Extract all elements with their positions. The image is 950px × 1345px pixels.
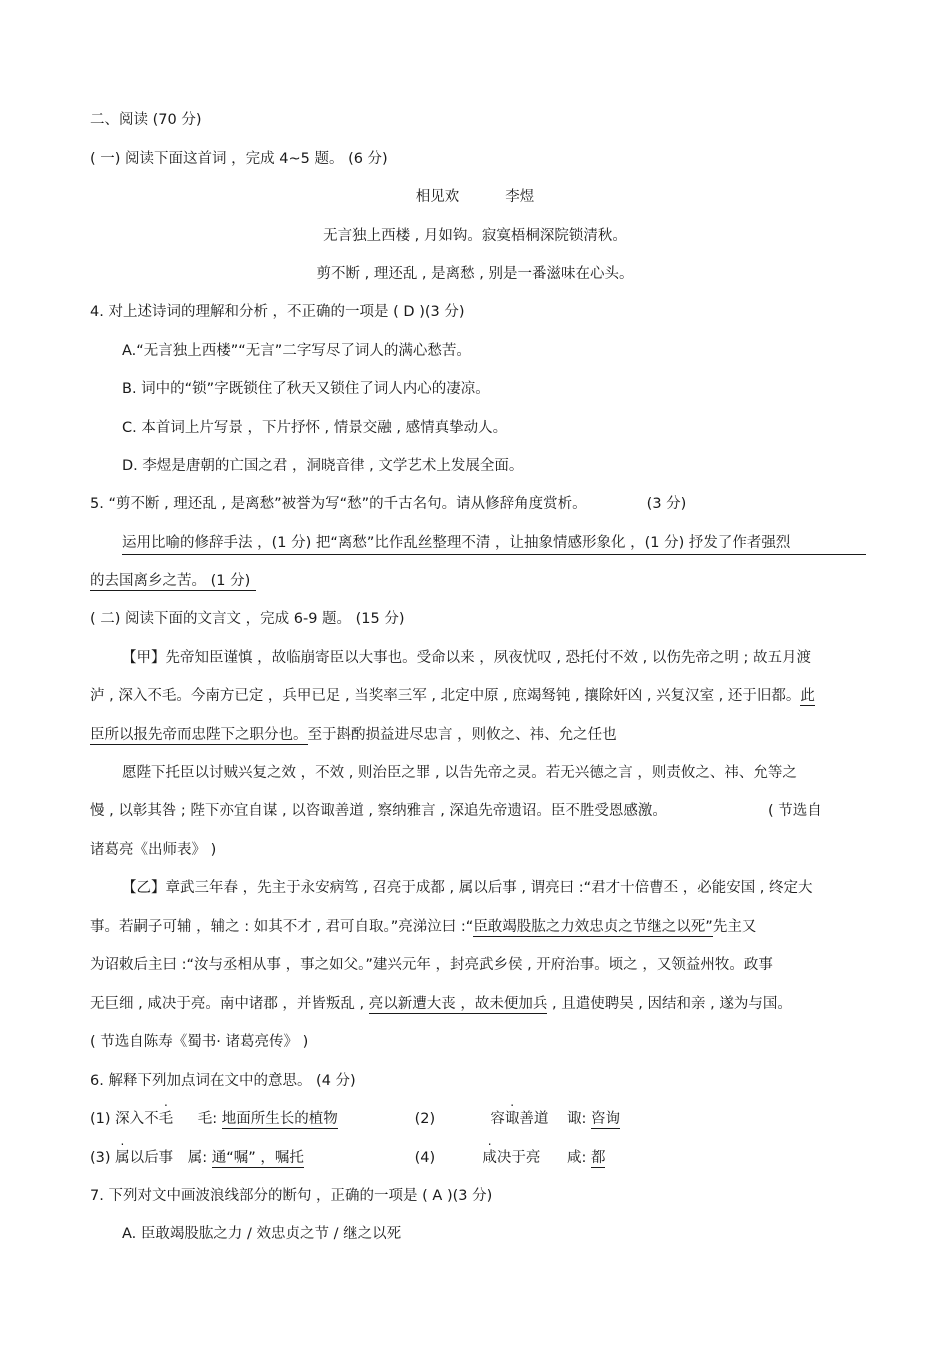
q6-item-2-key: 诹 bbox=[504, 1111, 520, 1127]
q5-stem bbox=[90, 494, 686, 514]
q6-item-3-answer: 通“嘱” ，嘱托 bbox=[211, 1150, 304, 1166]
yi-line-2-tail: 先主又 bbox=[712, 919, 757, 935]
q6-item-2-answer: 咨询 bbox=[590, 1111, 620, 1127]
jia-line-3-text: 至于斟酌损益进尽忠言 ，则攸之、祎、允之任也 bbox=[307, 727, 617, 743]
yi-line-4 bbox=[90, 994, 792, 1014]
q5-answer-text-1: 运用比喻的修辞手法 ，(1 分) 把“离愁”比作乱丝整理不清 ，让抽象情感形象化 ，(1 分) 抒发了作者强烈 bbox=[122, 533, 866, 555]
jia-line-1: 【甲】先帝知臣谨慎 ，故临崩寄臣以大事也。受命以来 ，夙夜忧叹 , 恐托付不效 , 以伤先帝之明 ; 故五月渡 bbox=[122, 650, 811, 666]
q6-item-1-answer: 地面所生长的植物 bbox=[221, 1111, 338, 1127]
q6-item-3-key: 属 bbox=[115, 1150, 130, 1166]
yi-line-4-text: 无巨细 , 咸决于亮。南中诸郡 ，并皆叛乱 , bbox=[90, 996, 369, 1012]
section-title: 二、阅读 (70 分) bbox=[90, 112, 202, 128]
q4-option-a: A.“无言独上西楼”“无言”二字写尽了词人的满心愁苦。 bbox=[122, 343, 471, 359]
poem-heading bbox=[0, 187, 950, 207]
yi-source: ( 节选自陈寿《蜀书· 诸葛亮传》 ) bbox=[90, 1034, 309, 1050]
q5-question: 5. “剪不断 , 理还乱 , 是离愁”被誉为写“愁”的千古名句。请从修辞角度赏析。 bbox=[90, 496, 587, 512]
yi-line-4-tail: , 且遣使聘吴 , 因结和亲 , 遂为与国。 bbox=[547, 996, 792, 1012]
q5-answer-line-1 bbox=[122, 533, 866, 561]
jia-line-4: 愿陛下托臣以讨贼兴复之效 ，不效 , 则治臣之罪 , 以告先帝之灵。若无兴德之言 ，则责攸之、祎、允等之 bbox=[122, 765, 797, 781]
q6-item-3: (3) 属以后事 属: 通“嘱” ，嘱托 bbox=[90, 1150, 304, 1166]
yi-underlined-phrase: 亮以新遭大丧 ，故未便加兵 bbox=[368, 996, 548, 1012]
jia-line-3 bbox=[90, 725, 617, 745]
q6-row-2 bbox=[90, 1148, 605, 1168]
jia-line-6: 诸葛亮《出师表》 ) bbox=[90, 842, 217, 858]
q6-item-4-key: 咸 bbox=[482, 1150, 497, 1166]
part2-intro: ( 二) 阅读下面的文言文 ，完成 6-9 题。 (15 分) bbox=[90, 611, 405, 627]
jia-underlined-end: 臣所以报先帝而忠陛下之职分也。 bbox=[90, 727, 308, 743]
jia-line-2 bbox=[90, 686, 815, 706]
q6-item-2: (2) 容诹善道 诹: 咨询 bbox=[414, 1111, 620, 1127]
q5-score: (3 分) bbox=[646, 496, 687, 512]
yi-line-2 bbox=[90, 917, 756, 937]
q6-row-1 bbox=[90, 1109, 620, 1129]
q5-answer-line-2 bbox=[90, 571, 256, 591]
jia-underlined-start: 此 bbox=[800, 688, 815, 704]
part1-intro: ( 一) 阅读下面这首词 ，完成 4~5 题。 (6 分) bbox=[90, 151, 388, 167]
poem-title: 相见欢 bbox=[415, 189, 460, 205]
jia-line-5 bbox=[90, 801, 667, 821]
yi-line-1: 【乙】章武三年春 ，先主于永安病笃 , 召亮于成都 , 属以后事 , 谓亮曰 :“君才十倍曹丕 ，必能安国 , 终定大 bbox=[122, 880, 813, 896]
q5-answer-text-2: 的去国离乡之苦。 (1 分) bbox=[90, 573, 256, 591]
yi-wavy-underline-phrase: 臣敢竭股肱之力效忠贞之节继之以死” bbox=[473, 919, 713, 935]
q6-item-4-answer: 都 bbox=[590, 1150, 606, 1166]
q4-stem: 4. 对上述诗词的理解和分析 ，不正确的一项是 ( D )(3 分) bbox=[90, 304, 465, 320]
q4-option-d: D. 李煜是唐朝的亡国之君 ，洞晓音律 , 文学艺术上发展全面。 bbox=[122, 458, 524, 474]
poem-line-2: 剪不断 , 理还乱 , 是离愁 , 别是一番滋味在心头。 bbox=[316, 266, 634, 282]
poem-author: 李煜 bbox=[505, 189, 535, 205]
q6-item-1: (1) 深入不毛 毛: 地面所生长的植物 bbox=[90, 1111, 338, 1127]
jia-line-2-text: 泸 , 深入不毛。今南方已定 ，兵甲已足 , 当奖率三军 , 北定中原 , 庶竭驽钝 , 攘除奸凶 , 兴复汉室 , 还于旧都。 bbox=[90, 688, 801, 704]
poem-line-1: 无言独上西楼 , 月如钩。寂寞梧桐深院锁清秋。 bbox=[323, 228, 627, 244]
jia-source-label: ( 节选自 bbox=[768, 803, 822, 819]
q6-item-4: (4) 咸决于亮 咸: 都 bbox=[414, 1150, 606, 1166]
q7-stem: 7. 下列对文中画波浪线部分的断句 ，正确的一项是 ( A )(3 分) bbox=[90, 1188, 493, 1204]
yi-line-2-text: 事。若嗣子可辅 ，辅之 : 如其不才 , 君可自取。”亮涕泣曰 :“ bbox=[90, 919, 474, 935]
q6-stem: 6. 解释下列加点词在文中的意思。 (4 分) bbox=[90, 1073, 356, 1089]
q4-option-b: B. 词中的“锁”字既锁住了秋天又锁住了词人内心的凄凉。 bbox=[122, 381, 490, 397]
q4-option-c: C. 本首词上片写景 ，下片抒怀 , 情景交融 , 感情真挚动人。 bbox=[122, 420, 508, 436]
jia-line-5-text: 慢 , 以彰其咎 ; 陛下亦宜自谋 , 以咨诹善道 , 察纳雅言 , 深追先帝遗诏。臣不胜受恩感激。 bbox=[90, 803, 667, 819]
yi-line-3: 为诏敕后主曰 :“汝与丞相从事 ，事之如父。”建兴元年 ，封亮武乡侯 , 开府治事。顷之 ，又领益州牧。政事 bbox=[90, 957, 773, 973]
q7-option-a: A. 臣敢竭股肱之力 / 效忠贞之节 / 继之以死 bbox=[122, 1226, 402, 1242]
q6-item-1-key: 毛 bbox=[158, 1111, 174, 1127]
